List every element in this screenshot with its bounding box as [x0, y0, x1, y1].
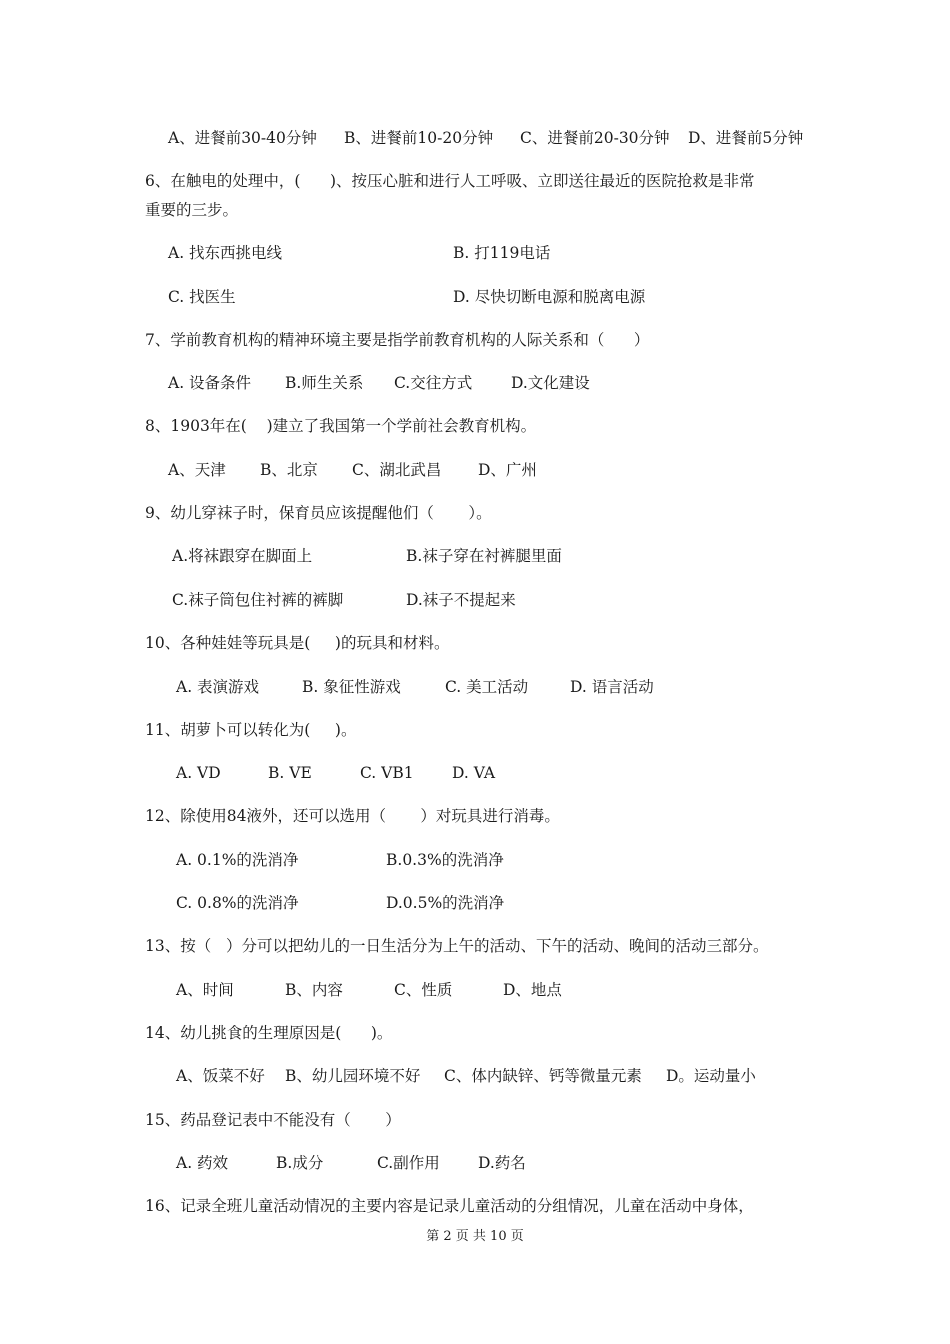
q6-stem-line2: 重要的三步。: [145, 201, 239, 219]
q6-stem-line1: 6、在触电的处理中，( )、按压心脏和进行人工呼吸、立即送往最近的医院抢救是非常: [145, 172, 755, 190]
q9-option-b: B.袜子穿在衬裤腿里面: [406, 547, 562, 565]
q6-option-a: A. 找东西挑电线: [168, 244, 283, 262]
q13-option-d: D、地点: [503, 981, 562, 999]
q14-option-b: B、幼儿园环境不好: [285, 1067, 421, 1085]
q5-option-c: C、进餐前20-30分钟: [520, 129, 670, 147]
q8-option-a: A、天津: [168, 461, 226, 479]
q6-option-c: C. 找医生: [168, 288, 236, 306]
q12-stem: 12、除使用84液外，还可以选用（ ）对玩具进行消毒。: [145, 807, 560, 825]
q5-option-d: D、进餐前5分钟: [688, 129, 804, 147]
q7-option-b: B.师生关系: [285, 374, 364, 392]
q15-stem: 15、药品登记表中不能没有（ ）: [145, 1111, 401, 1129]
q14-option-d: D。运动量小: [666, 1067, 756, 1085]
q12-option-d: D.0.5%的洗消净: [386, 894, 505, 912]
q11-option-c: C. VB1: [360, 764, 414, 782]
q5-option-b: B、进餐前10-20分钟: [344, 129, 494, 147]
q13-stem: 13、按（ ）分可以把幼儿的一日生活分为上午的活动、下午的活动、晚间的活动三部分。: [145, 937, 769, 955]
q14-option-c: C、体内缺锌、钙等微量元素: [444, 1067, 642, 1085]
q10-option-c: C. 美工活动: [445, 678, 529, 696]
q15-option-b: B.成分: [276, 1154, 324, 1172]
q10-stem: 10、各种娃娃等玩具是( )的玩具和材料。: [145, 634, 450, 652]
q10-option-a: A. 表演游戏: [176, 678, 260, 696]
q11-option-a: A. VD: [176, 764, 221, 782]
q12-option-a: A. 0.1%的洗消净: [176, 851, 299, 869]
q7-option-a: A. 设备条件: [168, 374, 252, 392]
q6-option-b: B. 打119电话: [453, 244, 551, 262]
q12-option-c: C. 0.8%的洗消净: [176, 894, 299, 912]
q8-option-c: C、湖北武昌: [352, 461, 442, 479]
q12-option-b: B.0.3%的洗消净: [386, 851, 504, 869]
q15-option-a: A. 药效: [176, 1154, 229, 1172]
q13-option-b: B、内容: [285, 981, 343, 999]
q15-option-c: C.副作用: [377, 1154, 440, 1172]
q5-option-a: A、进餐前30-40分钟: [168, 129, 317, 147]
q9-option-a: A.将袜跟穿在脚面上: [172, 547, 313, 565]
q8-option-d: D、广州: [478, 461, 537, 479]
q10-option-d: D. 语言活动: [570, 678, 654, 696]
q9-stem: 9、幼儿穿袜子时，保育员应该提醒他们（ ）。: [145, 504, 492, 522]
q11-stem: 11、胡萝卜可以转化为( )。: [145, 721, 357, 739]
q11-option-d: D. VA: [452, 764, 496, 782]
q14-option-a: A、饭菜不好: [176, 1067, 265, 1085]
page-number: 第 2 页 共 10 页: [426, 1229, 524, 1244]
q11-option-b: B. VE: [268, 764, 312, 782]
q16-stem: 16、记录全班儿童活动情况的主要内容是记录儿童活动的分组情况，儿童在活动中身体，: [145, 1197, 754, 1215]
q13-option-a: A、时间: [176, 981, 234, 999]
q10-option-b: B. 象征性游戏: [302, 678, 401, 696]
q14-stem: 14、幼儿挑食的生理原因是( )。: [145, 1024, 393, 1042]
q7-stem: 7、学前教育机构的精神环境主要是指学前教育机构的人际关系和（ ）: [145, 331, 650, 349]
q9-option-d: D.袜子不提起来: [406, 591, 516, 609]
q9-option-c: C.袜子筒包住衬裤的裤脚: [172, 591, 344, 609]
q7-option-c: C.交往方式: [394, 374, 473, 392]
q15-option-d: D.药名: [478, 1154, 526, 1172]
q8-stem: 8、1903年在( )建立了我国第一个学前社会教育机构。: [145, 417, 537, 435]
q7-option-d: D.文化建设: [511, 374, 590, 392]
q13-option-c: C、性质: [394, 981, 453, 999]
q6-option-d: D. 尽快切断电源和脱离电源: [453, 288, 646, 306]
q8-option-b: B、北京: [260, 461, 318, 479]
